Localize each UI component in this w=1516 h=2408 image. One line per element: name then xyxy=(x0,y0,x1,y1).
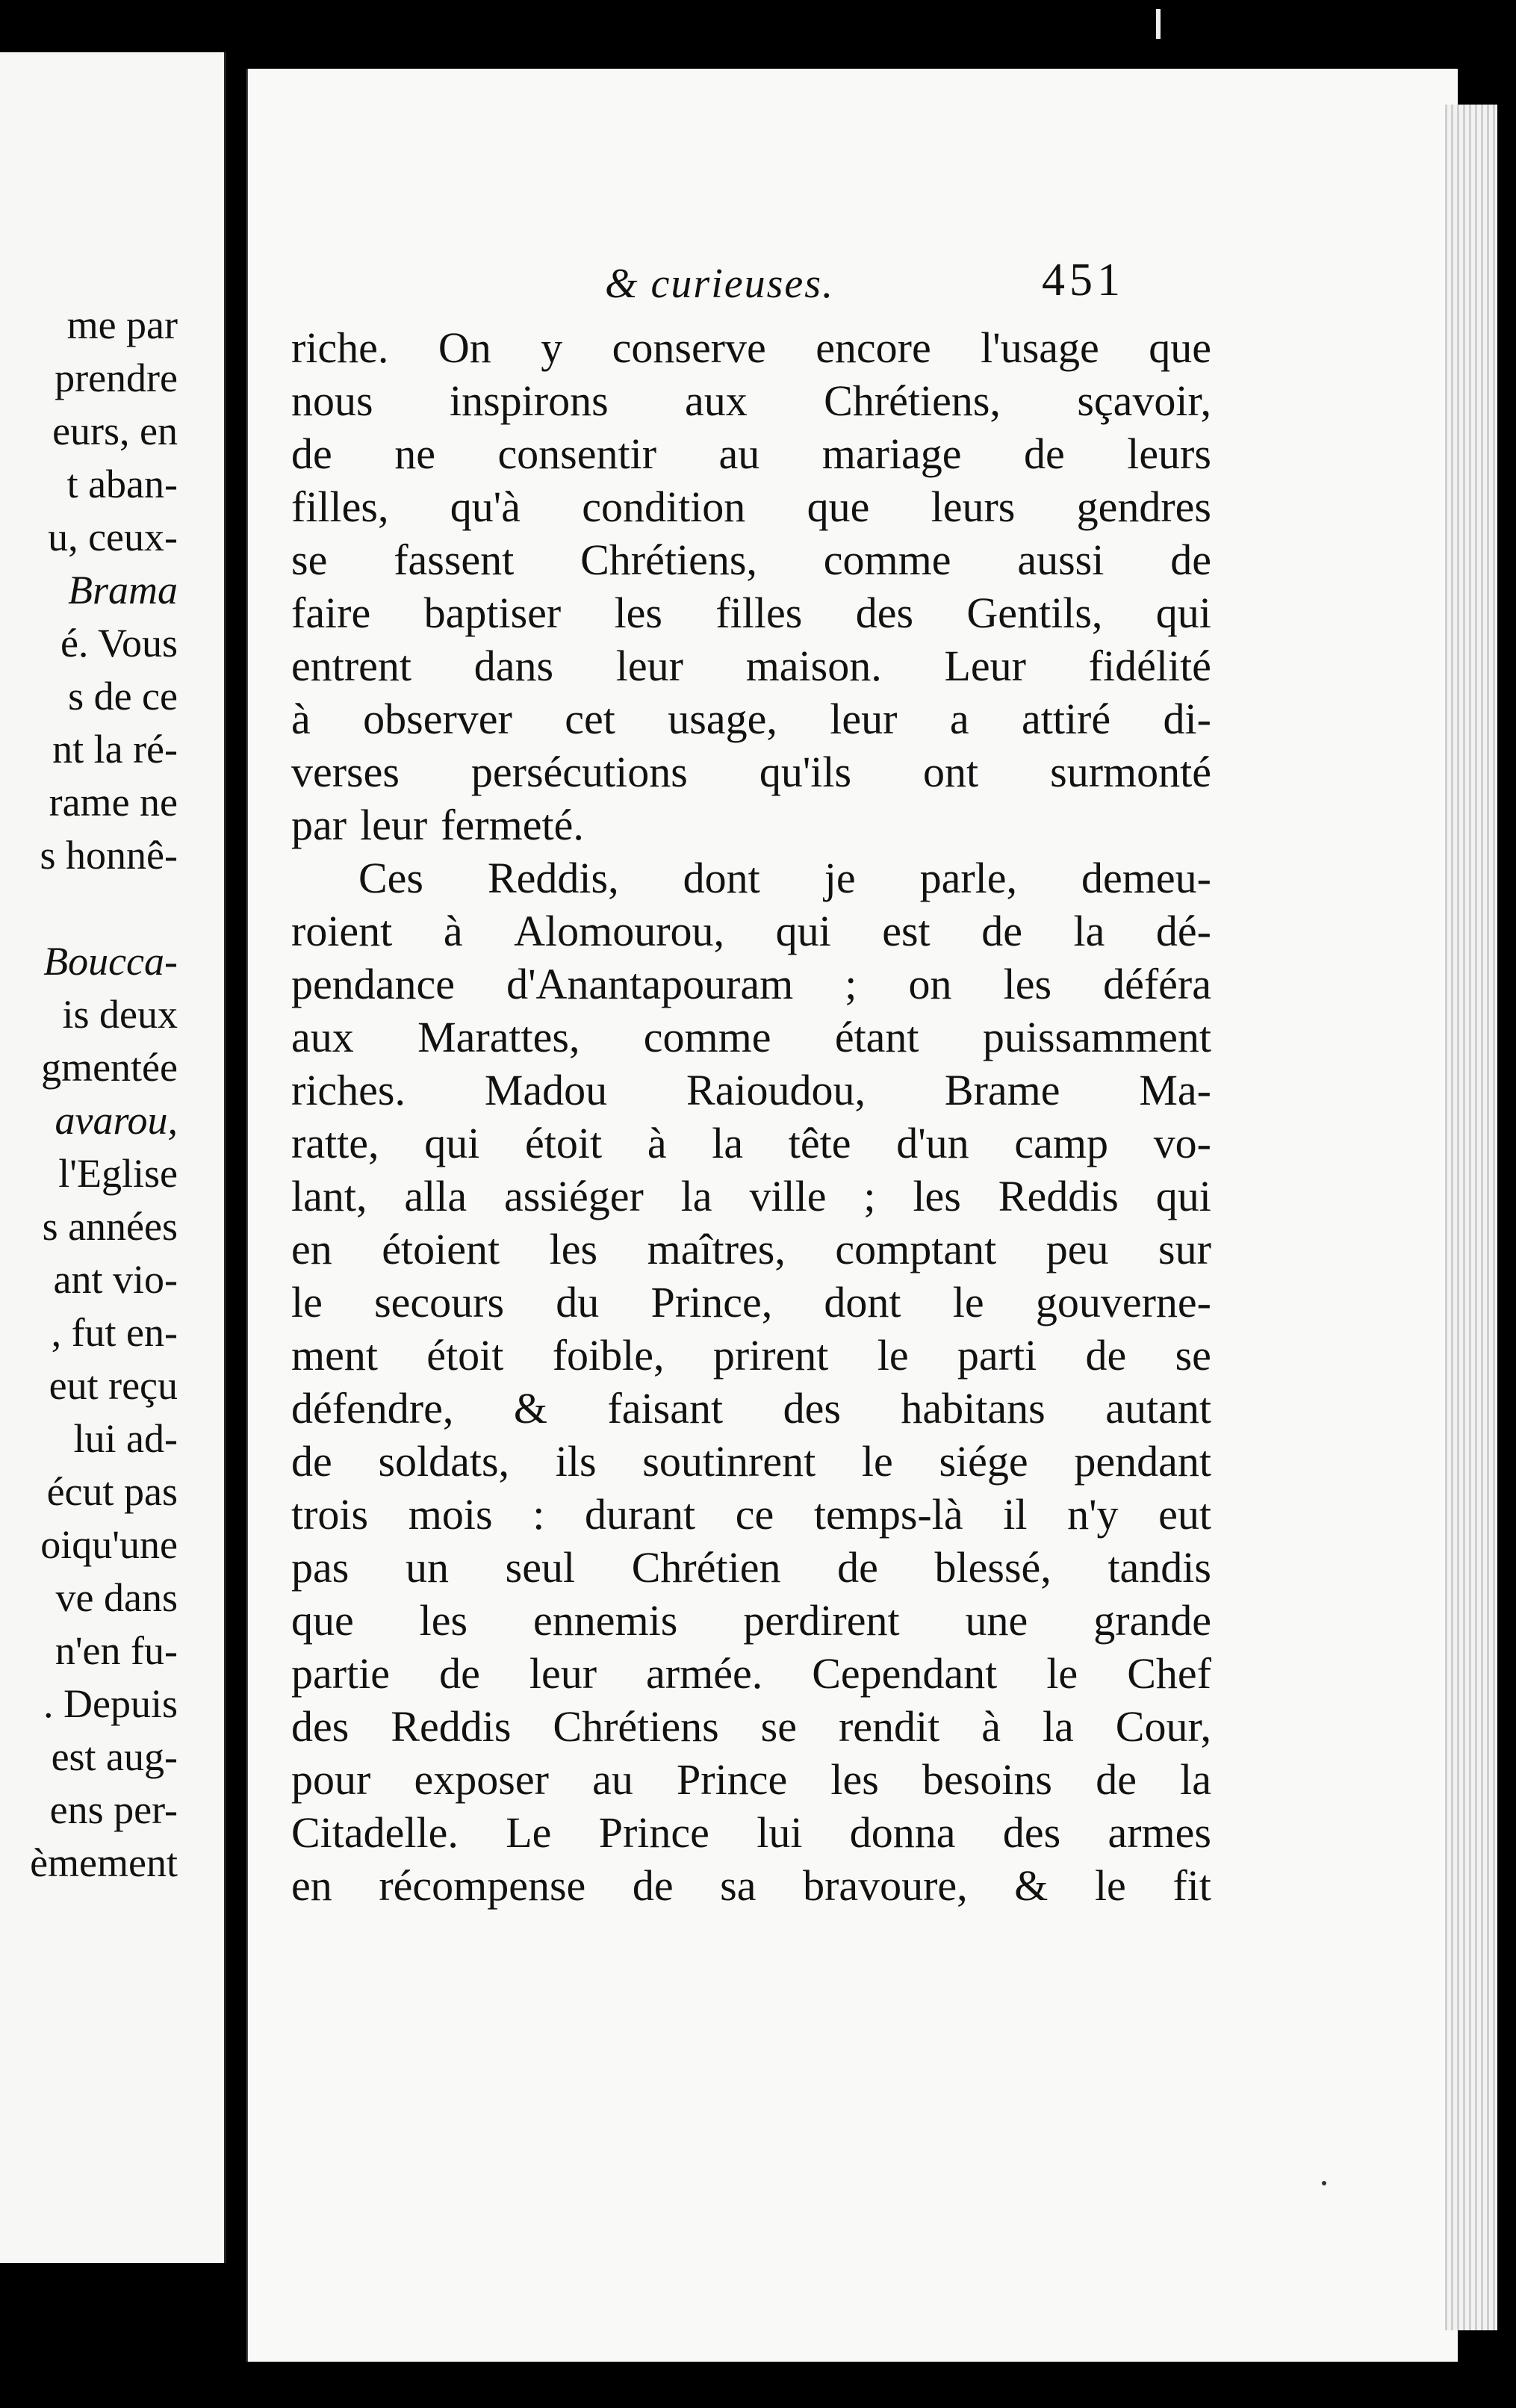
text-line: se fassent Chrétiens, comme aussi de xyxy=(291,536,1211,584)
left-line: , fut en- xyxy=(51,1310,178,1355)
left-line: ant vio- xyxy=(53,1257,178,1302)
left-line: l'Eglise xyxy=(58,1151,178,1196)
text-line: pendance d'Anantapouram ; on les déféra xyxy=(291,960,1211,1008)
left-line: eurs, en xyxy=(52,409,178,453)
left-line: prendre xyxy=(55,356,178,400)
text-line: le secours du Prince, dont le gouverne- xyxy=(291,1278,1211,1326)
text-line: partie de leur armée. Cependant le Chef xyxy=(291,1649,1211,1698)
text-line: aux Marattes, comme étant puissamment xyxy=(291,1013,1211,1061)
left-line: oiqu'une xyxy=(40,1522,178,1567)
left-line: écut pas xyxy=(46,1469,178,1514)
running-head: & curieuses. xyxy=(605,261,835,307)
page-number: 451 xyxy=(1042,255,1125,305)
text-line: trois mois : durant ce temps-là il n'y eut xyxy=(291,1490,1211,1539)
scan-mark xyxy=(1156,9,1161,39)
left-line: Brama xyxy=(68,568,178,612)
text-line: ratte, qui étoit à la tête d'un camp vo- xyxy=(291,1119,1211,1167)
text-line: pour exposer au Prince les besoins de la xyxy=(291,1755,1211,1804)
left-line: t aban- xyxy=(66,462,178,506)
text-line: à observer cet usage, leur a attiré di- xyxy=(291,695,1211,743)
left-line: avarou, xyxy=(55,1098,178,1143)
text-line: Citadelle. Le Prince lui donna des armes xyxy=(291,1808,1211,1857)
text-line: lant, alla assiéger la ville ; les Reddis qui xyxy=(291,1172,1211,1220)
left-line: eut reçu xyxy=(49,1363,178,1408)
left-line: me par xyxy=(66,302,178,347)
left-line: rame ne xyxy=(49,780,178,825)
text-line: par leur fermeté. xyxy=(291,801,584,849)
left-line: s de ce xyxy=(68,674,178,719)
ink-speck xyxy=(1322,2181,1326,2185)
text-line: Ces Reddis, dont je parle, demeu- xyxy=(358,854,1211,902)
text-line: de ne consentir au mariage de leurs xyxy=(291,429,1211,478)
text-line: ment étoit foible, prirent le parti de se xyxy=(291,1331,1211,1380)
left-line: èmement xyxy=(30,1840,178,1885)
left-line: n'en fu- xyxy=(55,1628,178,1673)
text-line: nous inspirons aux Chrétiens, sçavoir, xyxy=(291,376,1211,425)
left-line: est aug- xyxy=(51,1734,178,1779)
text-line: de soldats, ils soutinrent le siége pendant xyxy=(291,1437,1211,1486)
text-line: riche. On y conserve encore l'usage que xyxy=(291,323,1211,372)
left-line: Boucca- xyxy=(43,939,178,984)
text-line: roient à Alomourou, qui est de la dé- xyxy=(291,907,1211,955)
page-header xyxy=(246,255,1458,320)
left-line: nt la ré- xyxy=(52,727,178,772)
left-line: u, ceux- xyxy=(48,515,178,559)
left-line: gmentée xyxy=(41,1045,178,1090)
left-line: é. Vous xyxy=(60,621,178,665)
body-text xyxy=(291,321,1211,1912)
left-line xyxy=(30,882,178,935)
text-line: en étoient les maîtres, comptant peu sur xyxy=(291,1225,1211,1273)
left-page xyxy=(0,52,226,2263)
text-line: verses persécutions qu'ils ont surmonté xyxy=(291,748,1211,796)
left-line: lui ad- xyxy=(73,1416,178,1461)
text-line: défendre, & faisant des habitans autant xyxy=(291,1384,1211,1433)
text-line: que les ennemis perdirent une grande xyxy=(291,1596,1211,1645)
left-line: s années xyxy=(42,1204,178,1249)
text-line: entrent dans leur maison. Leur fidélité xyxy=(291,642,1211,690)
left-page-text xyxy=(30,299,178,1890)
right-page xyxy=(246,69,1458,2362)
left-line: ve dans xyxy=(55,1575,178,1620)
left-line: ens per- xyxy=(49,1787,178,1832)
left-line: . Depuis xyxy=(43,1681,178,1726)
text-line: en récompense de sa bravoure, & le fit xyxy=(291,1861,1211,1910)
left-line: s honnê- xyxy=(40,833,178,878)
text-line: pas un seul Chrétien de blessé, tandis xyxy=(291,1543,1211,1592)
text-line: des Reddis Chrétiens se rendit à la Cour, xyxy=(291,1702,1211,1751)
text-line: riches. Madou Raioudou, Brame Ma- xyxy=(291,1066,1211,1114)
left-line: is deux xyxy=(62,992,178,1037)
text-line: filles, qu'à condition que leurs gendres xyxy=(291,482,1211,531)
page-edge xyxy=(1445,105,1497,2330)
text-line: faire baptiser les filles des Gentils, qui xyxy=(291,589,1211,637)
